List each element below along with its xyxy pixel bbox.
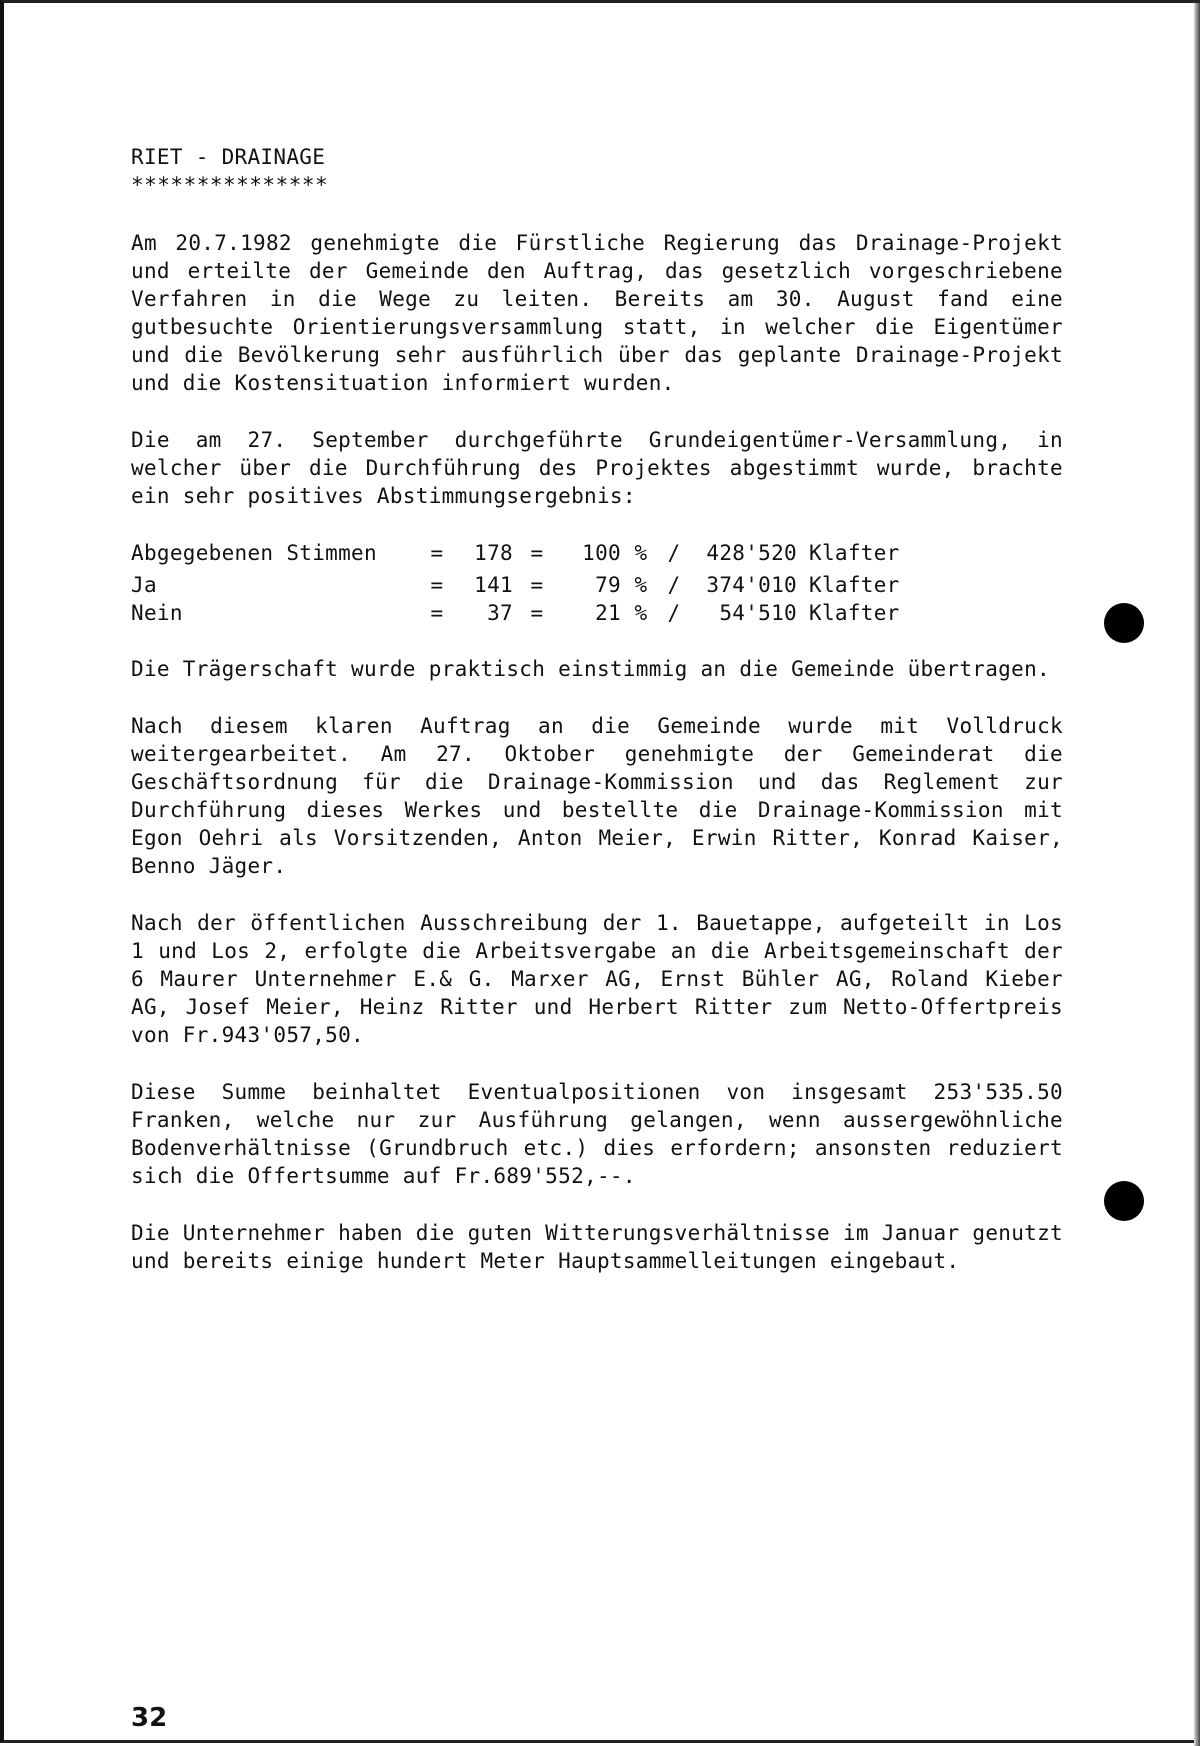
paragraph-6: Diese Summe beinhaltet Eventualpositionen von insgesamt 253'535.50 Franken, welche nur zur Ausführung gelangen, wenn aussergewöhnliche Bodenverhältnisse (Grundbruch etc.) dies erfordern; ansonsten reduziert sich die Offertsumme auf Fr.689'552,--.: [131, 1080, 1063, 1188]
scan-edge: [1194, 3, 1200, 1746]
punch-hole: [1104, 603, 1144, 643]
vote-row-total: [131, 539, 1063, 567]
vote-unit: Klafter: [809, 573, 900, 597]
vote-slash: /: [667, 601, 681, 625]
vote-percent: 79: [595, 573, 621, 597]
vote-label: Ja: [131, 573, 157, 597]
vote-row-ja: [131, 571, 1063, 599]
vote-row-nein: [131, 599, 1063, 627]
vote-count: 141: [474, 573, 513, 597]
document-body: [131, 143, 1063, 1304]
vote-equals: =: [530, 573, 544, 597]
vote-percent: 21: [595, 601, 621, 625]
vote-label: Abgegebenen Stimmen: [131, 541, 377, 565]
vote-slash: /: [667, 541, 681, 565]
vote-label: Nein: [131, 601, 183, 625]
vote-results-table: [131, 539, 1063, 627]
vote-equals: =: [430, 541, 444, 565]
vote-equals: =: [430, 601, 444, 625]
title-underline: ***************: [131, 173, 329, 197]
vote-equals: =: [530, 601, 544, 625]
page-number: 32: [131, 1703, 168, 1733]
paragraph-4: Nach diesem klaren Auftrag an die Gemeinde wurde mit Volldruck weitergearbeitet. Am 27. Oktober genehmigte der Gemeinderat die Geschäftsordnung für die Drainage-Kommission und das Reglement zur Durchführung dieses Werkes und bestellte die Drainage-Kommission mit Egon Oehri als Vorsitzenden, Anton Meier, Erwin Ritter, Konrad Kaiser, Benno Jäger.: [131, 714, 1063, 878]
vote-unit: Klafter: [809, 541, 900, 565]
vote-equals: =: [530, 541, 544, 565]
vote-count: 37: [487, 601, 513, 625]
paragraph-1: Am 20.7.1982 genehmigte die Fürstliche Regierung das Drainage-Projekt und erteilte der Gemeinde den Auftrag, das gesetzlich vorgeschriebene Verfahren in die Wege zu leiten. Bereits am 30. August fand eine gutbesuchte Orientierungsversammlung statt, in welcher die Eigentümer und die Bevölkerung sehr ausführlich über das geplante Drainage-Projekt und die Kostensituation informiert wurden.: [131, 231, 1063, 395]
document-title: RIET - DRAINAGE: [131, 145, 326, 169]
punch-hole: [1104, 1181, 1144, 1221]
vote-count: 178: [474, 541, 513, 565]
vote-percent: 100: [582, 541, 621, 565]
vote-slash: /: [667, 573, 681, 597]
vote-unit: Klafter: [809, 601, 900, 625]
vote-percent-sign: %: [634, 541, 648, 565]
paragraph-7: Die Unternehmer haben die guten Witterungsverhältnisse im Januar genutzt und bereits einige hundert Meter Hauptsammelleitungen eingebaut.: [131, 1221, 1063, 1273]
vote-area: 54'510: [719, 601, 797, 625]
vote-area: 428'520: [706, 541, 797, 565]
vote-area: 374'010: [706, 573, 797, 597]
paragraph-5: Nach der öffentlichen Ausschreibung der 1. Bauetappe, aufgeteilt in Los 1 und Los 2, erfolgte die Arbeitsvergabe an die Arbeitsgemeinschaft der 6 Maurer Unternehmer E.& G. Marxer AG, Ernst Bühler AG, Roland Kieber AG, Josef Meier, Heinz Ritter und Herbert Ritter zum Netto-Offertpreis von Fr.943'057,50.: [131, 911, 1063, 1047]
vote-percent-sign: %: [634, 573, 648, 597]
paragraph-2: Die am 27. September durchgeführte Grundeigentümer-Versammlung, in welcher über die Durchführung des Projektes abgestimmt wurde, brachte ein sehr positives Abstimmungsergebnis:: [131, 428, 1063, 508]
vote-percent-sign: %: [634, 601, 648, 625]
paragraph-3: Die Trägerschaft wurde praktisch einstimmig an die Gemeinde übertragen.: [131, 657, 1050, 681]
vote-equals: =: [430, 573, 444, 597]
